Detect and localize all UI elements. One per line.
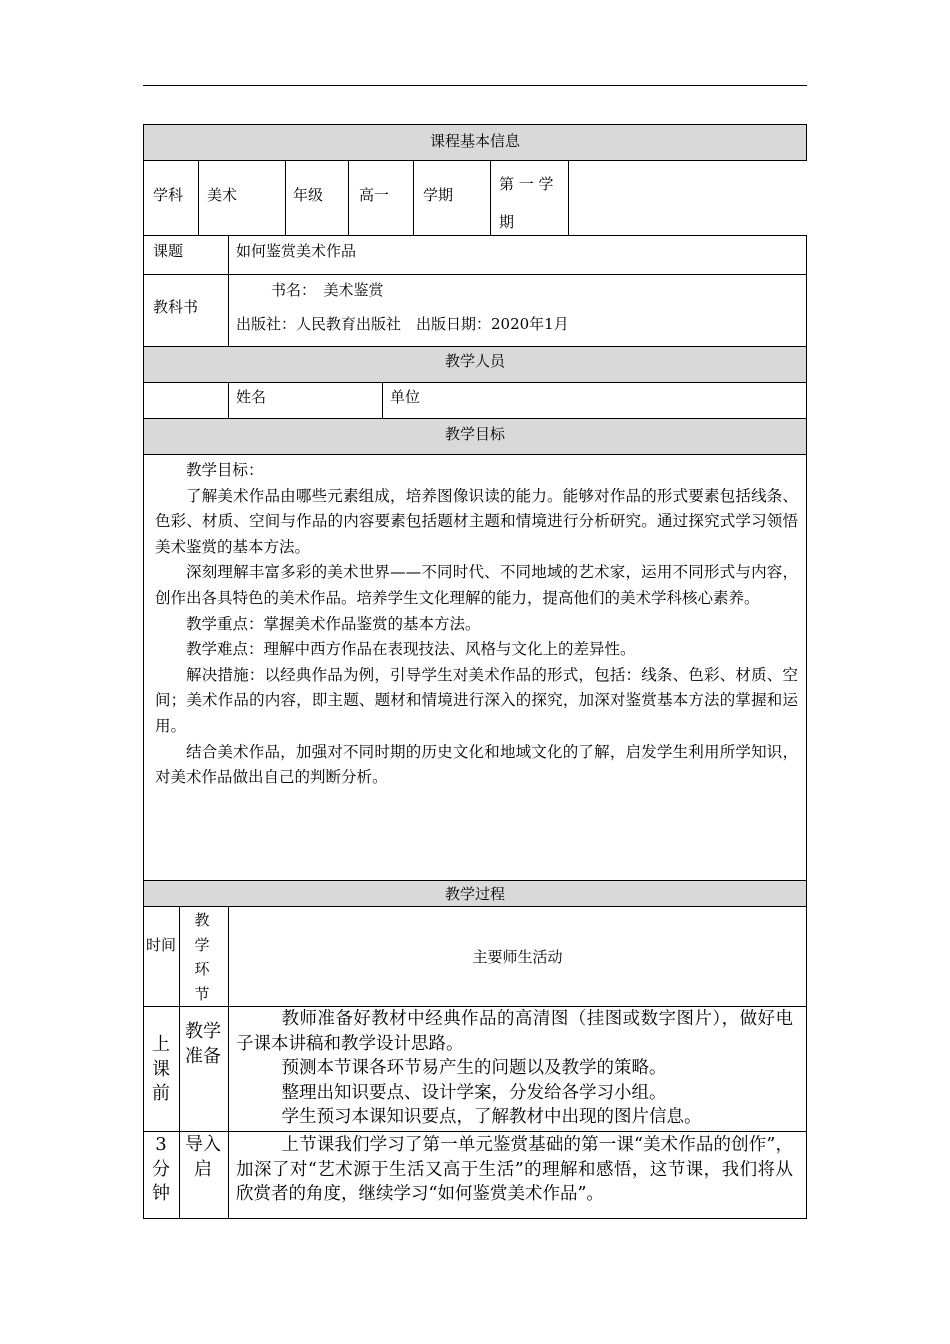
term-label: 学期 bbox=[423, 186, 454, 204]
subject-label: 学科 bbox=[153, 186, 184, 204]
page-header-rule bbox=[143, 85, 807, 86]
textbook-book-line: 书名： 美术鉴赏 bbox=[271, 281, 384, 299]
process-row-activity bbox=[228, 1007, 793, 1130]
objectives-title: 教学目标 bbox=[444, 425, 505, 443]
process-title: 教学过程 bbox=[444, 885, 505, 903]
objectives-body bbox=[155, 458, 798, 791]
topic-label: 课题 bbox=[153, 242, 184, 260]
activity-paragraph: 教师准备好教材中经典作品的高清图（挂图或数字图片），做好电子课本讲稿和教学设计思路。 bbox=[236, 1009, 793, 1054]
process-row-time: 3分钟 bbox=[152, 1134, 170, 1204]
objective-paragraph: 了解美术作品由哪些元素组成，培养图像识读的能力。能够对作品的形式要素包括线条、色彩、材质、空间与作品的内容要素包括题材主题和情境进行分析研究。通过探究式学习领悟美术鉴赏的基本方法。 bbox=[155, 486, 798, 556]
activity-paragraph: 上节课我们学习了第一单元鉴赏基础的第一课“美术作品的创作”，加深了对“艺术源于生活又高于生活”的理解和感悟，这节课，我们将从欣赏者的角度，继续学习“如何鉴赏美术作品”。 bbox=[236, 1135, 793, 1204]
objective-paragraph: 深刻理解丰富多彩的美术世界——不同时代、不同地域的艺术家，运用不同形式与内容，创作出各具特色的美术作品。培养学生文化理解的能力，提高他们的美术学科核心素养。 bbox=[155, 563, 798, 607]
activity-paragraph: 整理出知识要点、设计学案，分发给各学习小组。 bbox=[281, 1082, 667, 1103]
topic-value: 如何鉴赏美术作品 bbox=[236, 242, 357, 260]
subject-value: 美术 bbox=[207, 186, 238, 204]
staff-empty-cell bbox=[143, 382, 229, 419]
staff-unit-cell bbox=[382, 382, 807, 419]
process-col-stage: 教学环节 bbox=[194, 911, 210, 1003]
staff-title: 教学人员 bbox=[444, 352, 505, 370]
activity-paragraph: 学生预习本课知识要点，了解教材中出现的图片信息。 bbox=[281, 1107, 702, 1127]
process-row-activity bbox=[228, 1133, 793, 1207]
basic-info-title: 课程基本信息 bbox=[429, 132, 520, 150]
term-value: 第 一 学期 bbox=[499, 175, 554, 231]
staff-name-label: 姓名 bbox=[236, 388, 267, 406]
textbook-label: 教科书 bbox=[153, 298, 199, 316]
process-col-activity: 主要师生活动 bbox=[472, 948, 563, 966]
process-row-stage: 教学准备 bbox=[185, 1021, 221, 1067]
objective-paragraph: 结合美术作品，加强对不同时期的历史文化和地域文化的了解，启发学生利用所学知识，对美术作品做出自己的判断分析。 bbox=[155, 742, 798, 787]
process-col-time: 时间 bbox=[146, 936, 177, 954]
grade-value: 高一 bbox=[359, 186, 390, 204]
grade-label: 年级 bbox=[293, 186, 324, 204]
process-row-time: 上课前 bbox=[152, 1034, 170, 1104]
objective-paragraph: 教学重点：掌握美术作品鉴赏的基本方法。 bbox=[186, 614, 481, 633]
objective-paragraph: 教学难点：理解中西方作品在表现技法、风格与文化上的差异性。 bbox=[186, 640, 636, 659]
objective-paragraph: 解决措施：以经典作品为例，引导学生对美术作品的形式，包括：线条、色彩、材质、空间；美术作品的内容，即主题、题材和情境进行深入的探究，加深对鉴赏基本方法的掌握和运用。 bbox=[155, 665, 798, 735]
textbook-publisher-line: 出版社：人民教育出版社 出版日期：2020年1月 bbox=[236, 315, 569, 333]
staff-unit-label: 单位 bbox=[390, 388, 421, 406]
process-row-stage: 导入启 bbox=[185, 1134, 221, 1180]
objective-paragraph: 教学目标： bbox=[186, 461, 264, 479]
activity-paragraph: 预测本节课各环节易产生的问题以及教学的策略。 bbox=[281, 1058, 667, 1078]
